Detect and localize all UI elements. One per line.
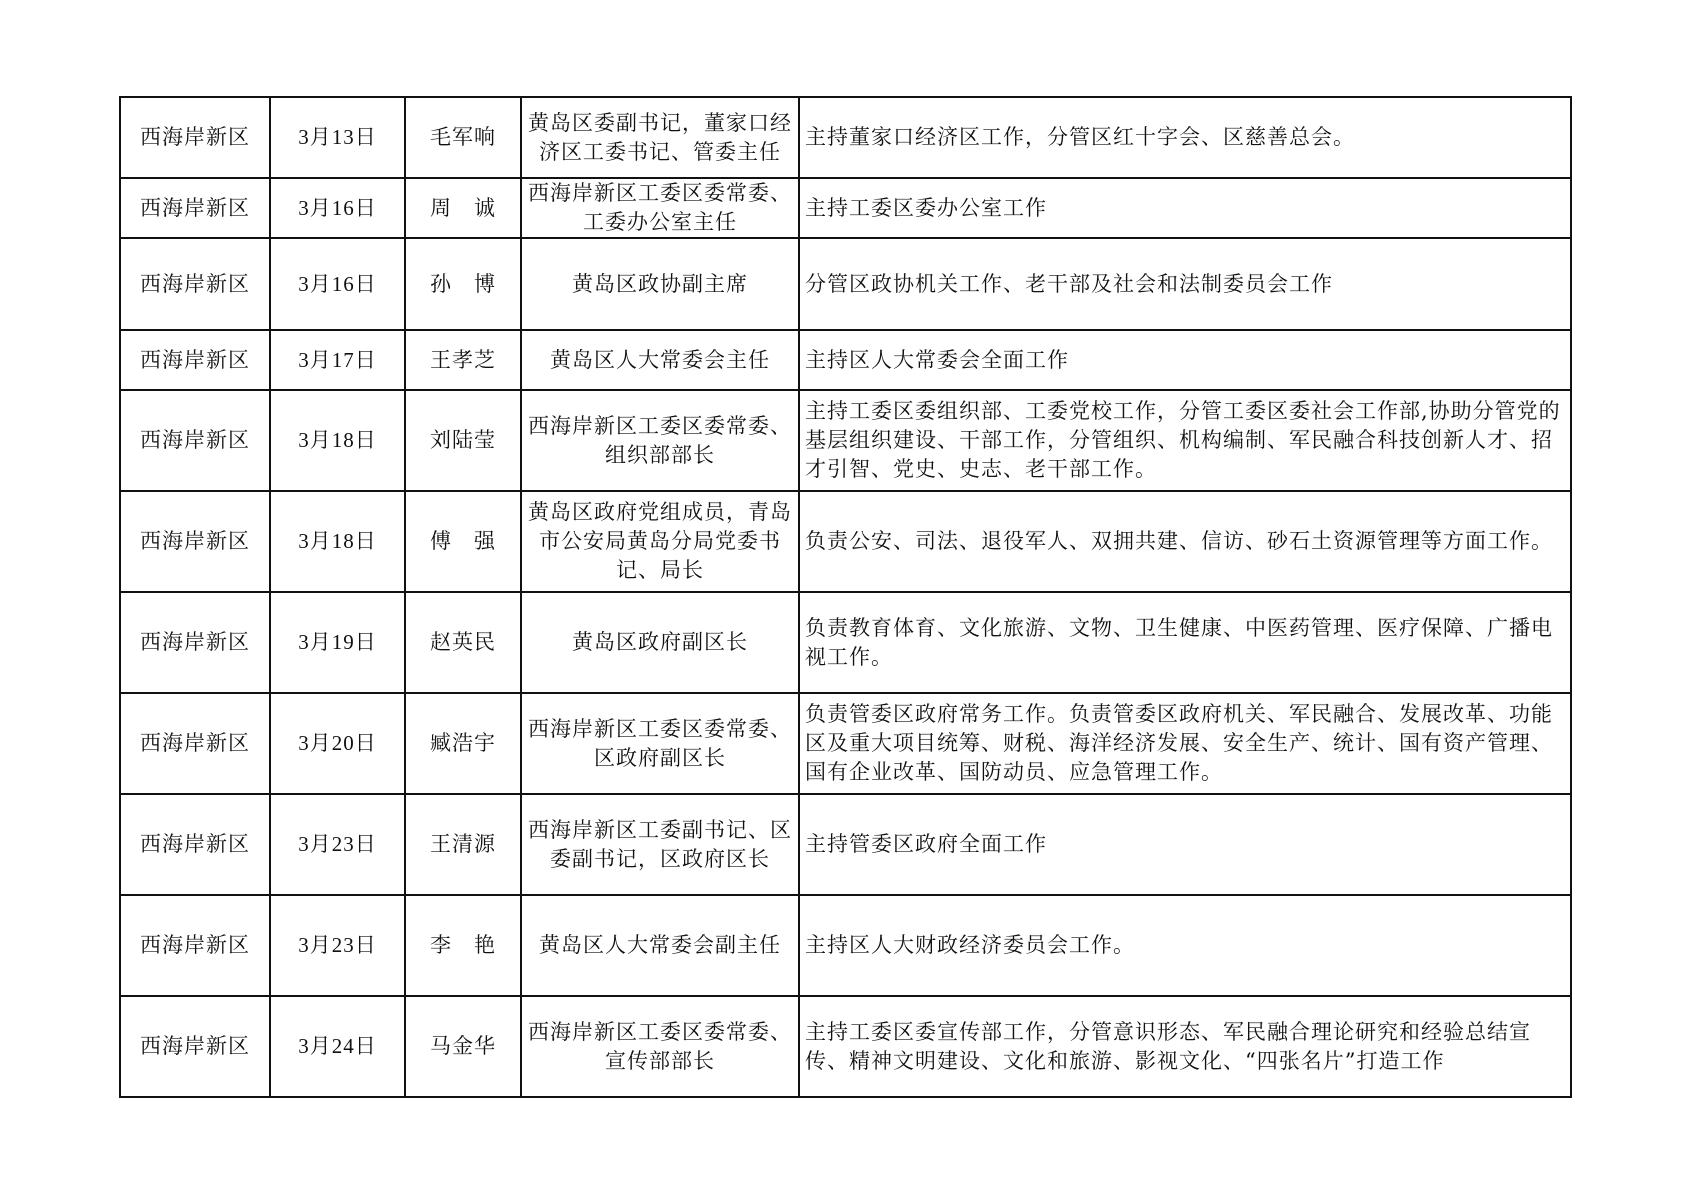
date-cell: 3月16日	[270, 178, 405, 238]
table-row	[120, 693, 1571, 794]
table-row	[120, 491, 1571, 592]
name-cell: 傅 强	[405, 491, 521, 592]
duties-cell: 主持董家口经济区工作，分管区红十字会、区慈善总会。	[799, 97, 1571, 178]
name-cell: 孙 博	[405, 238, 521, 330]
region-cell: 西海岸新区	[120, 178, 270, 238]
duties-cell: 主持管委区政府全面工作	[799, 794, 1571, 895]
date-cell: 3月24日	[270, 996, 405, 1097]
position-cell: 黄岛区政协副主席	[521, 238, 799, 330]
table-row	[120, 178, 1571, 238]
duties-cell: 主持区人大财政经济委员会工作。	[799, 895, 1571, 996]
date-cell: 3月20日	[270, 693, 405, 794]
date-cell: 3月17日	[270, 330, 405, 390]
position-cell: 黄岛区政府副区长	[521, 592, 799, 693]
name-cell: 王孝芝	[405, 330, 521, 390]
region-cell: 西海岸新区	[120, 390, 270, 491]
date-cell: 3月18日	[270, 491, 405, 592]
date-cell: 3月13日	[270, 97, 405, 178]
position-cell: 西海岸新区工委区委常委、工委办公室主任	[521, 178, 799, 238]
name-cell: 周 诚	[405, 178, 521, 238]
table-row	[120, 330, 1571, 390]
table-row	[120, 592, 1571, 693]
date-cell: 3月18日	[270, 390, 405, 491]
name-cell: 臧浩宇	[405, 693, 521, 794]
duties-cell: 分管区政协机关工作、老干部及社会和法制委员会工作	[799, 238, 1571, 330]
position-cell: 西海岸新区工委区委常委、组织部部长	[521, 390, 799, 491]
region-cell: 西海岸新区	[120, 97, 270, 178]
table-row	[120, 390, 1571, 491]
position-cell: 西海岸新区工委区委常委、宣传部部长	[521, 996, 799, 1097]
duties-cell: 负责公安、司法、退役军人、双拥共建、信访、砂石土资源管理等方面工作。	[799, 491, 1571, 592]
date-cell: 3月19日	[270, 592, 405, 693]
personnel-table	[119, 96, 1572, 1098]
name-cell: 李 艳	[405, 895, 521, 996]
table-row	[120, 238, 1571, 330]
name-cell: 王清源	[405, 794, 521, 895]
name-cell: 刘陆莹	[405, 390, 521, 491]
date-cell: 3月23日	[270, 794, 405, 895]
table-row	[120, 996, 1571, 1097]
table-row	[120, 97, 1571, 178]
region-cell: 西海岸新区	[120, 895, 270, 996]
duties-cell: 主持工委区委组织部、工委党校工作，分管工委区委社会工作部,协助分管党的基层组织建设、干部工作，分管组织、机构编制、军民融合科技创新人才、招才引智、党史、史志、老干部工作。	[799, 390, 1571, 491]
duties-cell: 主持区人大常委会全面工作	[799, 330, 1571, 390]
name-cell: 马金华	[405, 996, 521, 1097]
position-cell: 西海岸新区工委区委常委、区政府副区长	[521, 693, 799, 794]
region-cell: 西海岸新区	[120, 491, 270, 592]
duties-cell: 负责管委区政府常务工作。负责管委区政府机关、军民融合、发展改革、功能区及重大项目统筹、财税、海洋经济发展、安全生产、统计、国有资产管理、国有企业改革、国防动员、应急管理工作。	[799, 693, 1571, 794]
table-row	[120, 895, 1571, 996]
region-cell: 西海岸新区	[120, 238, 270, 330]
position-cell: 黄岛区人大常委会副主任	[521, 895, 799, 996]
region-cell: 西海岸新区	[120, 693, 270, 794]
position-cell: 黄岛区政府党组成员，青岛市公安局黄岛分局党委书记、局长	[521, 491, 799, 592]
table-row	[120, 794, 1571, 895]
date-cell: 3月16日	[270, 238, 405, 330]
position-cell: 西海岸新区工委副书记、区委副书记，区政府区长	[521, 794, 799, 895]
region-cell: 西海岸新区	[120, 592, 270, 693]
region-cell: 西海岸新区	[120, 330, 270, 390]
region-cell: 西海岸新区	[120, 996, 270, 1097]
duties-cell: 主持工委区委办公室工作	[799, 178, 1571, 238]
position-cell: 黄岛区人大常委会主任	[521, 330, 799, 390]
table-body	[120, 97, 1571, 1097]
duties-cell: 负责教育体育、文化旅游、文物、卫生健康、中医药管理、医疗保障、广播电视工作。	[799, 592, 1571, 693]
duties-cell: 主持工委区委宣传部工作，分管意识形态、军民融合理论研究和经验总结宣传、精神文明建设、文化和旅游、影视文化、“四张名片”打造工作	[799, 996, 1571, 1097]
position-cell: 黄岛区委副书记，董家口经济区工委书记、管委主任	[521, 97, 799, 178]
name-cell: 赵英民	[405, 592, 521, 693]
region-cell: 西海岸新区	[120, 794, 270, 895]
name-cell: 毛军响	[405, 97, 521, 178]
date-cell: 3月23日	[270, 895, 405, 996]
